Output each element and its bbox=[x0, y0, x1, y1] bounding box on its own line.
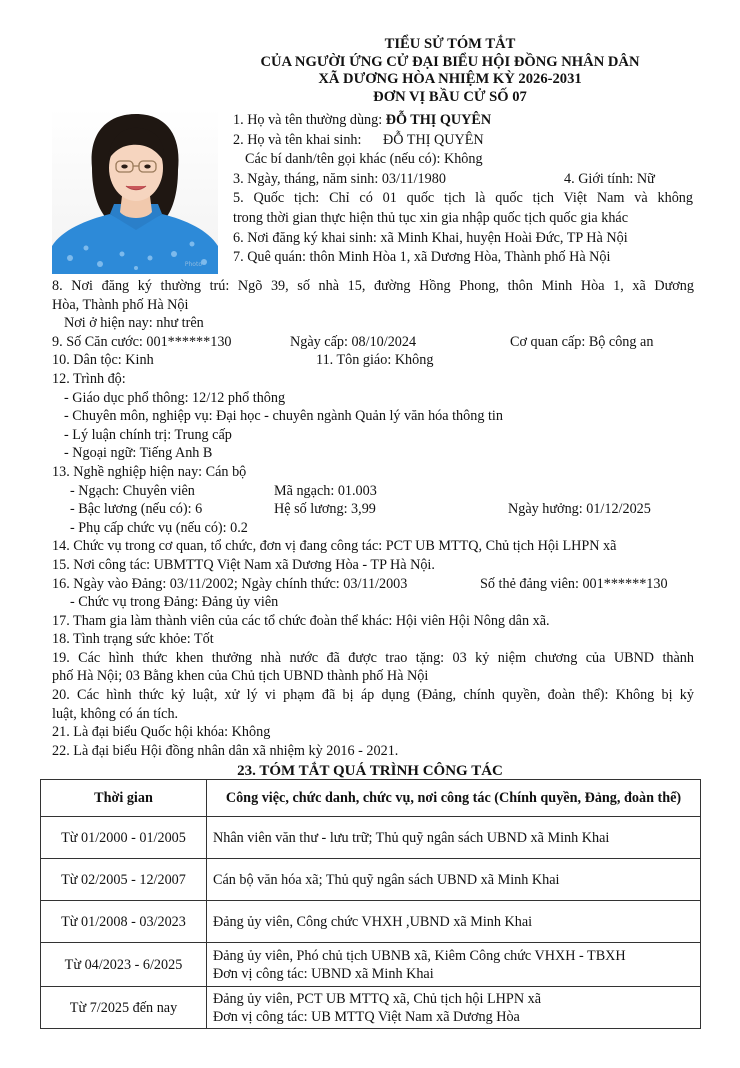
table-row bbox=[41, 943, 701, 987]
religion: 11. Tôn giáo: Không bbox=[316, 352, 434, 369]
council-delegate-history: 22. Là đại biểu Hội đồng nhân dân xã nhiệm kỳ 2016 - 2021. bbox=[52, 742, 399, 759]
workplace: 15. Nơi công tác: UBMTTQ Việt Nam xã Dương Hòa - TP Hà Nội. bbox=[52, 556, 435, 573]
civil-grade: - Ngạch: Chuyên viên bbox=[70, 482, 195, 499]
party-membership-row bbox=[52, 575, 694, 594]
table-row bbox=[41, 901, 701, 943]
alias-row: Các bí danh/tên gọi khác (nếu có): Không bbox=[245, 151, 483, 168]
current-position: 14. Chức vụ trong cơ quan, tổ chức, đơn vị đang công tác: PCT UB MTTQ, Chủ tịch Hội LHPN xã bbox=[52, 538, 617, 555]
main-info-block bbox=[52, 277, 694, 760]
party-join-dates: 16. Ngày vào Đảng: 03/11/2002; Ngày chính thức: 03/11/2003 bbox=[52, 575, 408, 592]
mass-organizations: 17. Tham gia làm thành viên của các tổ chức đoàn thể khác: Hội viên Hội Nông dân xã. bbox=[52, 612, 550, 629]
discipline-line-1: 20. Các hình thức kỷ luật, xử lý vi phạm đã bị áp dụng (Đảng, chính quyền, đoàn thể): Không bị kỷ bbox=[52, 687, 694, 704]
row-time: Từ 01/2000 - 01/2005 bbox=[41, 817, 207, 859]
grade-row bbox=[52, 482, 694, 501]
position-allowance: - Phụ cấp chức vụ (nếu có): 0.2 bbox=[70, 519, 248, 536]
hometown: 7. Quê quán: thôn Minh Hòa 1, xã Dương Hòa, Thành phố Hà Nội bbox=[233, 249, 611, 266]
header-subtitle: CỦA NGƯỜI ỨNG CỬ ĐẠI BIỂU HỘI ĐỒNG NHÂN DÂN bbox=[260, 53, 640, 70]
party-card-number: Số thẻ đảng viên: 001******130 bbox=[480, 575, 668, 592]
table-row bbox=[41, 859, 701, 901]
row-job-line: Đảng ủy viên, Phó chủ tịch UBNB xã, Kiêm Công chức VHXH - TBXH bbox=[213, 947, 626, 964]
ethnicity: 10. Dân tộc: Kinh bbox=[52, 352, 154, 369]
row-job bbox=[207, 943, 701, 987]
table-header-row bbox=[41, 780, 701, 817]
party-position: - Chức vụ trong Đảng: Đảng ủy viên bbox=[70, 594, 279, 611]
row-job bbox=[207, 901, 701, 943]
health-status: 18. Tình trạng sức khỏe: Tốt bbox=[52, 631, 214, 648]
general-education: - Giáo dục phổ thông: 12/12 phổ thông bbox=[64, 389, 286, 406]
work-history-table bbox=[40, 779, 701, 1029]
column-header-time: Thời gian bbox=[41, 780, 207, 817]
top-info-block bbox=[233, 111, 693, 268]
id-card-issue-date: Ngày cấp: 08/10/2024 bbox=[290, 333, 417, 350]
row-time: Từ 02/2005 - 12/2007 bbox=[41, 859, 207, 901]
current-residence: Nơi ở hiện nay: như trên bbox=[64, 315, 204, 332]
row-job bbox=[207, 817, 701, 859]
header-unit: ĐƠN VỊ BẦU CỬ SỐ 07 bbox=[373, 88, 527, 105]
nationality-line-2: trong thời gian thực hiện thủ tục xin gia nhập quốc tịch quốc gia khác bbox=[233, 209, 629, 226]
awards-line-1: 19. Các hình thức khen thưởng nhà nước đã được trao tặng: 03 kỷ niệm chương của UBND thành bbox=[52, 649, 694, 666]
header-term: XÃ DƯƠNG HÒA NHIỆM KỲ 2026-2031 bbox=[318, 71, 582, 87]
row-job-line: Đơn vị công tác: UB MTTQ Việt Nam xã Dương Hòa bbox=[213, 1008, 520, 1025]
row-job-line: Đảng ủy viên, Công chức VHXH ,UBND xã Minh Khai bbox=[213, 913, 533, 930]
permanent-residence-line-1: 8. Nơi đăng ký thường trú: Ngõ 39, số nhà 15, đường Hồng Phong, thôn Minh Hòa 1, xã Dương bbox=[52, 278, 694, 294]
header-title: TIỂU SỬ TÓM TẮT bbox=[384, 36, 516, 52]
occupation: 13. Nghề nghiệp hiện nay: Cán bộ bbox=[52, 463, 247, 480]
id-card-number: 9. Số Căn cước: 001******130 bbox=[52, 333, 232, 350]
row-time: Từ 04/2023 - 6/2025 bbox=[41, 943, 207, 987]
document-header bbox=[230, 36, 670, 106]
row-job-line: Nhân viên văn thư - lưu trữ; Thủ quỹ ngân sách UBND xã Minh Khai bbox=[213, 829, 610, 846]
portrait-photo bbox=[52, 108, 218, 274]
common-name-row bbox=[233, 111, 693, 131]
portrait-illustration bbox=[52, 108, 218, 274]
table-row bbox=[41, 987, 701, 1029]
dob: 3. Ngày, tháng, năm sinh: 03/11/1980 bbox=[233, 170, 446, 187]
dob-gender-row bbox=[233, 170, 693, 190]
salary-row bbox=[52, 500, 694, 519]
permanent-residence-line-2: Hòa, Thành phố Hà Nội bbox=[52, 296, 189, 313]
column-header-job: Công việc, chức danh, chức vụ, nơi công tác (Chính quyền, Đảng, đoàn thể) bbox=[207, 780, 701, 817]
id-card-row bbox=[52, 333, 694, 352]
awards-line-2: phố Hà Nội; 03 Bằng khen của Chủ tịch UBND thành phố Hà Nội bbox=[52, 668, 429, 685]
political-theory: - Lý luận chính trị: Trung cấp bbox=[64, 426, 232, 443]
nationality-line-1: 5. Quốc tịch: Chỉ có 01 quốc tịch là quốc tịch Việt Nam và không bbox=[233, 190, 693, 207]
discipline-line-2: luật, không có án tích. bbox=[52, 705, 179, 722]
birth-name-label: 2. Họ và tên khai sinh: bbox=[233, 131, 366, 148]
education-heading: 12. Trình độ: bbox=[52, 370, 126, 387]
foreign-language: - Ngoại ngữ: Tiếng Anh B bbox=[64, 445, 213, 462]
ethnicity-religion-row bbox=[52, 351, 694, 370]
row-job-line: Đơn vị công tác: UBND xã Minh Khai bbox=[213, 965, 434, 982]
birth-name-value: ĐỖ THỊ QUYÊN bbox=[383, 131, 484, 148]
row-time: Từ 01/2008 - 03/2023 bbox=[41, 901, 207, 943]
table-row bbox=[41, 817, 701, 859]
photo-watermark: Photo bbox=[184, 261, 202, 268]
work-history-title: 23. TÓM TẮT QUÁ TRÌNH CÔNG TÁC bbox=[237, 763, 503, 779]
birth-registration: 6. Nơi đăng ký khai sinh: xã Minh Khai, huyện Hoài Đức, TP Hà Nội bbox=[233, 229, 628, 246]
salary-step: - Bậc lương (nếu có): 6 bbox=[70, 501, 203, 518]
row-job-line: Cán bộ văn hóa xã; Thủ quỹ ngân sách UBND xã Minh Khai bbox=[213, 871, 560, 888]
national-assembly-delegate: 21. Là đại biểu Quốc hội khóa: Không bbox=[52, 724, 271, 741]
salary-coefficient: Hệ số lương: 3,99 bbox=[274, 501, 376, 518]
common-name-label: 1. Họ và tên thường dùng: bbox=[233, 112, 386, 128]
id-card-issuer: Cơ quan cấp: Bộ công an bbox=[510, 333, 654, 350]
row-time: Từ 7/2025 đến nay bbox=[41, 987, 207, 1029]
grade-code: Mã ngạch: 01.003 bbox=[274, 482, 377, 499]
row-job bbox=[207, 987, 701, 1029]
gender: 4. Giới tính: Nữ bbox=[564, 170, 655, 187]
birth-name-row bbox=[233, 131, 693, 151]
common-name-value: ĐỖ THỊ QUYÊN bbox=[385, 112, 492, 128]
salary-effective-date: Ngày hưởng: 01/12/2025 bbox=[508, 501, 651, 518]
row-job bbox=[207, 859, 701, 901]
row-job-line: Đảng ủy viên, PCT UB MTTQ xã, Chủ tịch hội LHPN xã bbox=[213, 990, 542, 1007]
professional-qualification: - Chuyên môn, nghiệp vụ: Đại học - chuyên ngành Quản lý văn hóa thông tin bbox=[64, 408, 503, 425]
